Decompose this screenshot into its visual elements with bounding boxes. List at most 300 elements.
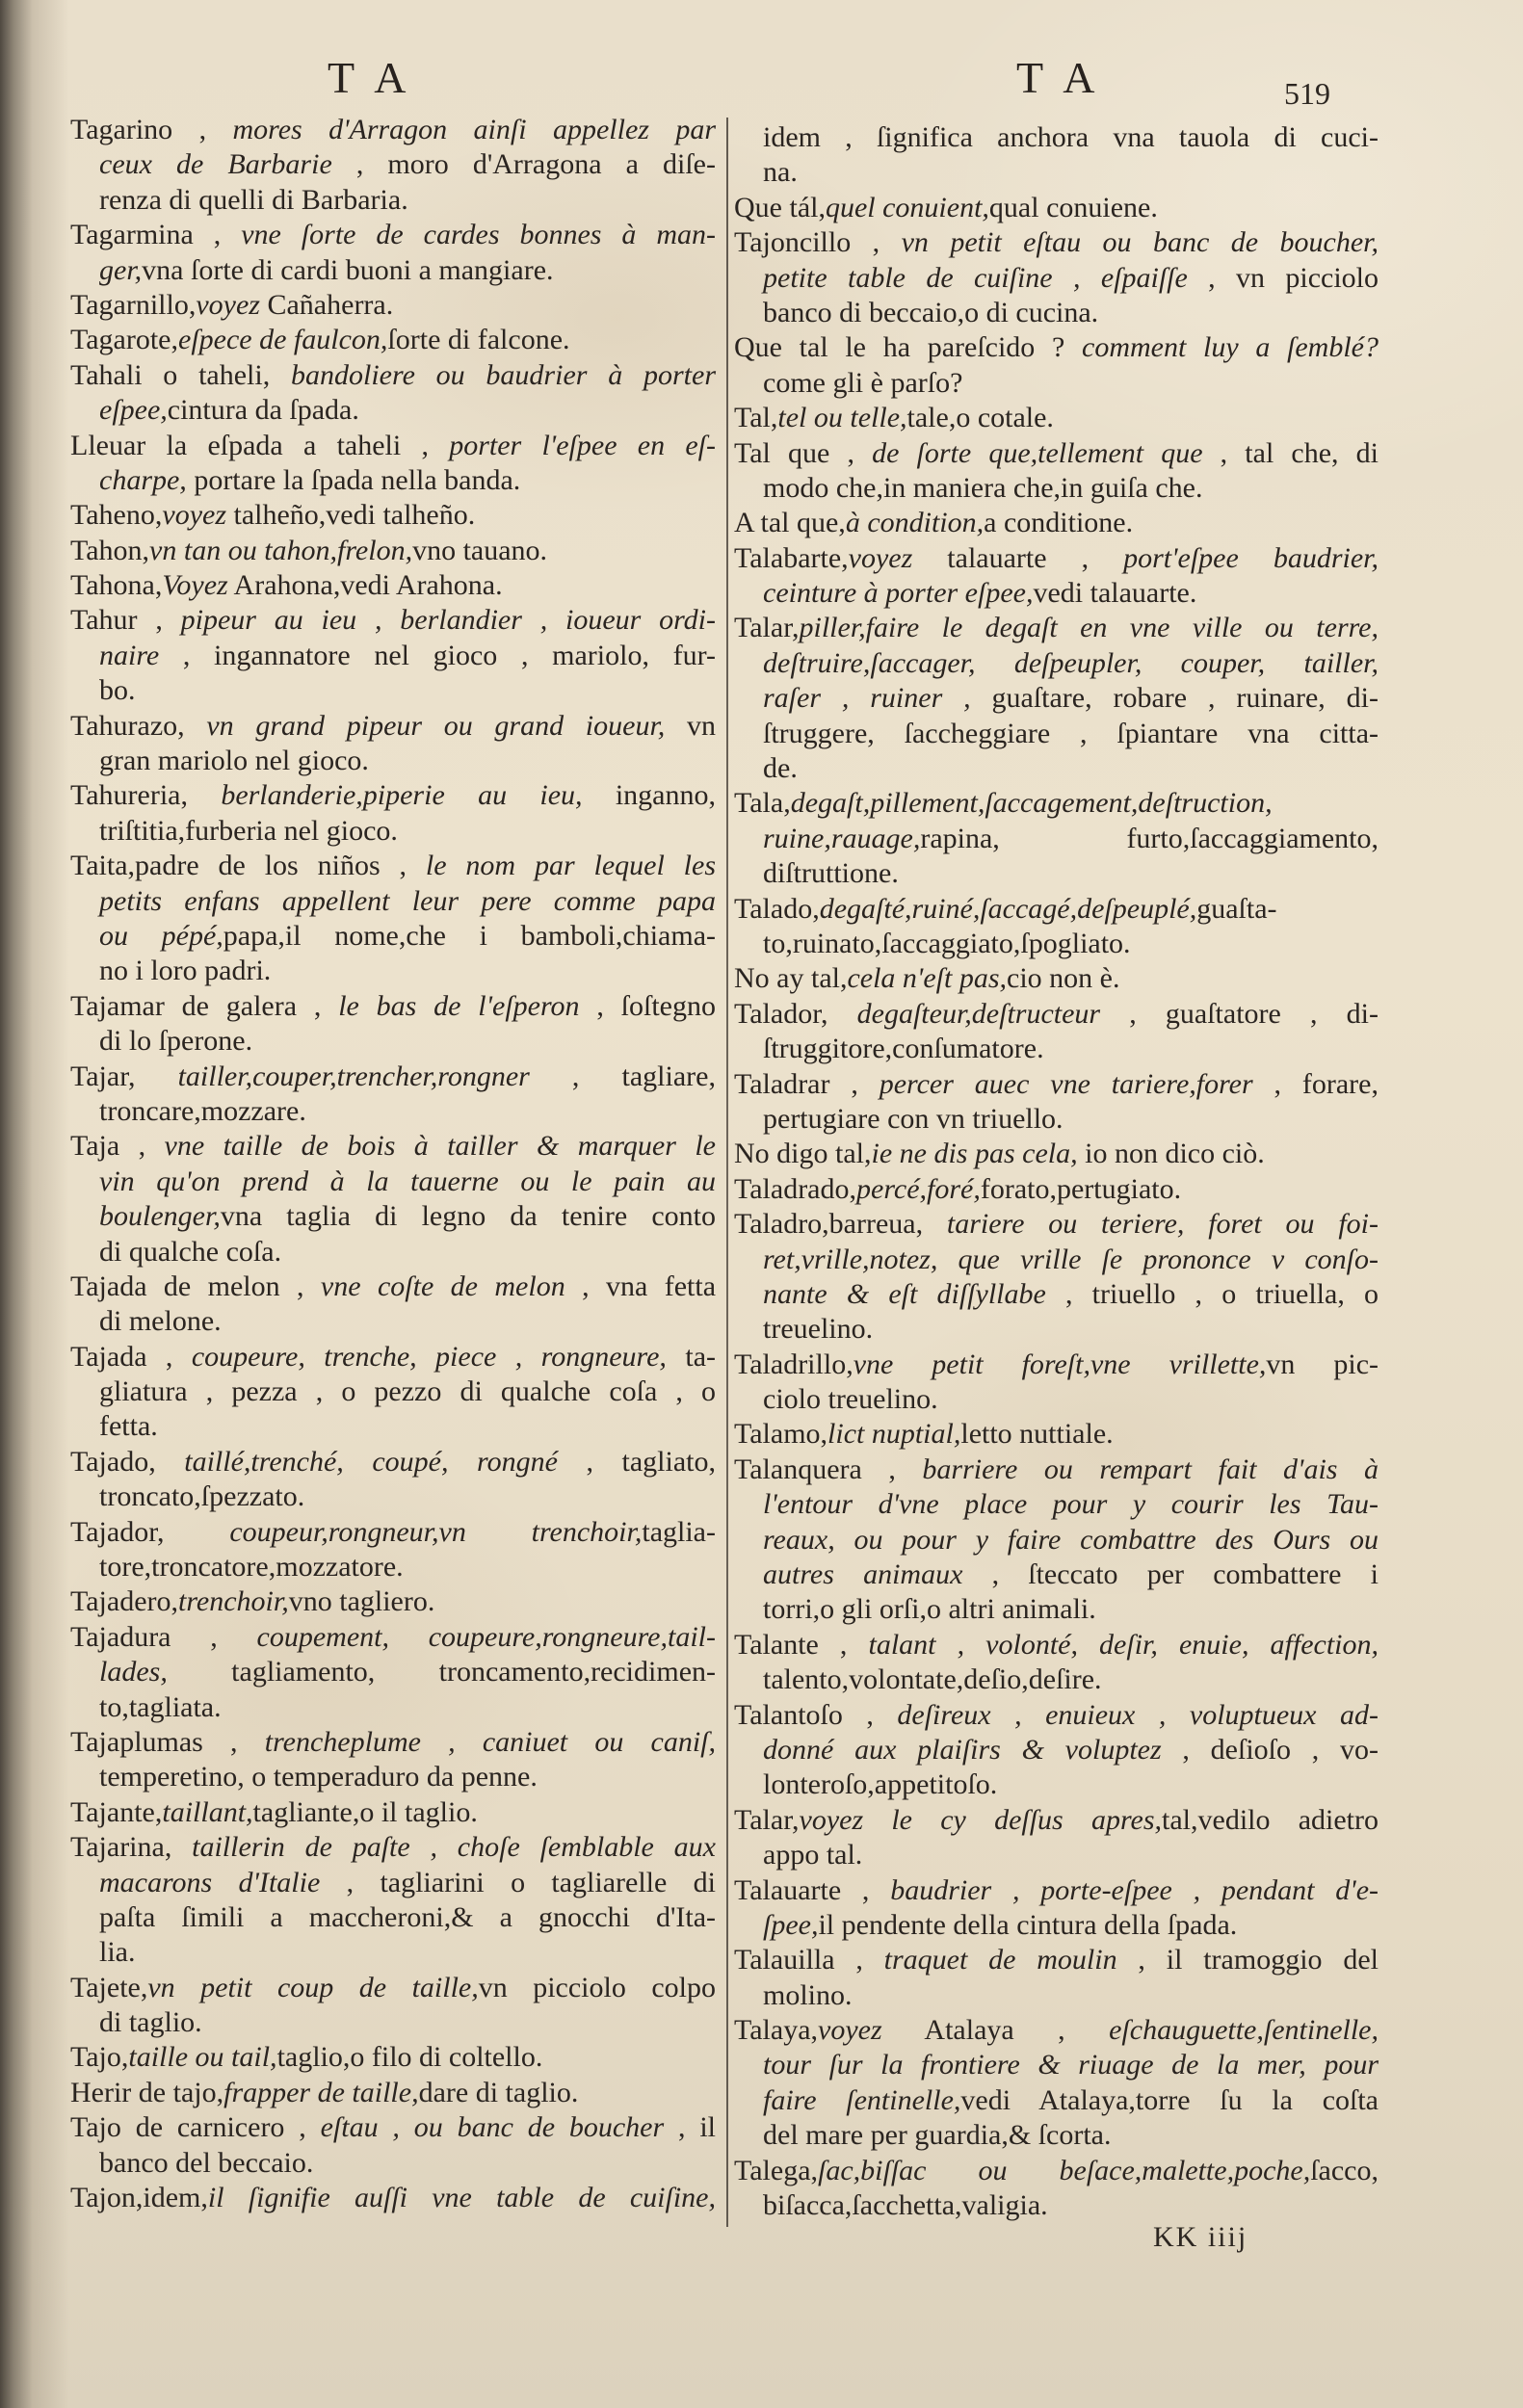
italic-text-run: vn petit coup de taille,	[147, 1971, 479, 2003]
roman-text-run: , vna fetta	[565, 1269, 717, 1302]
roman-text-run: taglio,o filo di coltello.	[276, 2041, 543, 2074]
entry-line	[70, 1409, 716, 1444]
italic-text-run: tel ou telle,	[777, 402, 907, 434]
roman-text-run: molino.	[763, 1978, 853, 2011]
entry-line	[734, 2048, 1379, 2082]
italic-text-run: vn petit eſtau ou banc de boucher,	[901, 226, 1379, 259]
roman-text-run: no i loro padri.	[99, 955, 272, 987]
entry-line	[70, 1060, 716, 1094]
dictionary-entry	[70, 429, 716, 499]
dictionary-entry	[734, 1803, 1379, 1873]
italic-text-run: ie ne dis pas cela,	[871, 1138, 1078, 1170]
roman-text-run: di melone.	[99, 1305, 222, 1338]
roman-text-run: taglia-	[642, 1515, 716, 1548]
roman-text-run: Taheno,	[70, 499, 163, 532]
italic-text-run: piller,faire le degaſt en vne ville ou terre,	[799, 612, 1379, 644]
italic-text-run: Voyez	[162, 569, 228, 602]
entry-line	[70, 673, 716, 708]
roman-text-run: Tagarmina ,	[70, 219, 242, 251]
entry-line	[734, 261, 1379, 296]
dictionary-entry	[734, 961, 1379, 996]
entry-line	[734, 961, 1379, 996]
italic-text-run: naire	[99, 639, 160, 671]
dictionary-entry	[734, 1067, 1379, 1138]
roman-text-run: to,tagliata.	[99, 1690, 222, 1723]
roman-text-run: ſacco,	[1310, 2154, 1379, 2186]
italic-text-run: charpe,	[99, 463, 187, 496]
entry-line	[734, 1382, 1379, 1417]
entry-line	[70, 1900, 716, 1935]
italic-text-run: taillerin de paſte , choſe ſemblable aux	[192, 1831, 716, 1864]
roman-text-run: Tajado,	[70, 1445, 185, 1478]
roman-text-run: banco di beccaio,o di cucina.	[763, 296, 1099, 328]
entry-line	[734, 1592, 1379, 1627]
dictionary-entry	[70, 989, 716, 1060]
entry-line	[70, 568, 716, 603]
entry-line	[70, 1935, 716, 1970]
italic-text-run: comment luy a ſemblé?	[1082, 331, 1379, 364]
italic-text-run: percé,foré,	[856, 1172, 981, 1205]
entry-line	[70, 1550, 716, 1584]
entry-line	[734, 1523, 1379, 1557]
italic-text-run: bandoliere ou baudrier à porter	[291, 358, 716, 391]
roman-text-run: , tagliarini o tagliarelle di	[320, 1866, 716, 1898]
entry-line	[70, 463, 716, 498]
italic-text-run: ger,	[99, 253, 143, 286]
entry-line	[70, 778, 716, 813]
italic-text-run: à condition,	[845, 507, 985, 539]
roman-text-run: Talega,	[734, 2154, 819, 2186]
roman-text-run: Tajo de carnicero ,	[70, 2111, 321, 2144]
roman-text-run: vedi talauarte.	[1033, 577, 1197, 610]
dictionary-entry	[70, 1445, 716, 1515]
roman-text-run: ciolo treuelino.	[763, 1383, 938, 1416]
italic-text-run: macarons d'Italie	[99, 1866, 321, 1898]
roman-text-run: de.	[763, 752, 798, 785]
entry-line	[734, 1172, 1379, 1207]
roman-text-run: Tajada ,	[70, 1340, 192, 1373]
entry-line	[70, 744, 716, 778]
roman-text-run: fetta.	[99, 1410, 158, 1443]
entry-line	[70, 1165, 716, 1199]
entry-line	[70, 849, 716, 883]
roman-text-run: di taglio.	[99, 2006, 202, 2039]
entry-line	[734, 1312, 1379, 1347]
italic-text-run: deſtruire,ſaccager, deſpeupler, couper, tailler,	[763, 646, 1379, 679]
entry-line	[734, 786, 1379, 821]
entry-line	[734, 822, 1379, 856]
italic-text-run: pipeur au ieu , berlandier , ioueur ordi-	[180, 604, 716, 637]
entry-line	[734, 1453, 1379, 1487]
entry-line	[734, 471, 1379, 506]
roman-text-run: appo tal.	[763, 1839, 863, 1871]
entry-line	[70, 1584, 716, 1619]
italic-text-run: vne coſte de melon	[320, 1269, 565, 1302]
roman-text-run: , il	[664, 2111, 717, 2144]
dictionary-entry	[70, 1620, 716, 1725]
entry-line	[70, 709, 716, 744]
roman-text-run: Talante ,	[734, 1628, 869, 1661]
italic-text-run: ceux de Barbarie	[99, 148, 332, 181]
entry-line	[734, 1908, 1379, 1943]
italic-text-run: talant , volonté, deſir, enuie, affection,	[868, 1628, 1379, 1661]
italic-text-run: eſpee,	[99, 394, 168, 427]
roman-text-run: , deſioſo , vo-	[1161, 1733, 1379, 1766]
roman-text-run: Talauilla ,	[734, 1944, 884, 1976]
italic-text-run: vin qu'on prend à la tauerne ou le pain au	[99, 1165, 716, 1197]
left-column	[70, 113, 716, 2215]
italic-text-run: taillant,	[162, 1795, 253, 1828]
dictionary-entry	[70, 323, 716, 357]
dictionary-entry	[734, 997, 1379, 1067]
italic-text-run: vne taille de bois à tailler & marquer le	[164, 1130, 716, 1163]
entry-line	[70, 814, 716, 849]
roman-text-run: , tagliare,	[529, 1060, 716, 1092]
italic-text-run: coupeure, trenche, piece , rongneure,	[191, 1340, 667, 1373]
entry-line	[734, 191, 1379, 225]
roman-text-run: treuelino.	[763, 1313, 874, 1346]
italic-text-run: autres animaux	[763, 1558, 963, 1591]
entry-line	[70, 919, 716, 954]
roman-text-run: di qualche coſa.	[99, 1235, 282, 1268]
roman-text-run: vna taglia di legno da tenire conto	[220, 1200, 716, 1233]
entry-line	[70, 498, 716, 533]
dictionary-entry	[734, 120, 1379, 191]
roman-text-run: portare la ſpada nella banda.	[186, 463, 521, 496]
entry-line	[734, 1243, 1379, 1277]
entry-line	[70, 1725, 716, 1760]
roman-text-run: Tahurazo,	[70, 709, 207, 742]
dictionary-entry	[70, 1515, 716, 1585]
dictionary-entry	[734, 1628, 1379, 1698]
roman-text-run: Tala,	[734, 787, 791, 820]
entry-line	[734, 1943, 1379, 1977]
entry-line	[734, 1803, 1379, 1838]
roman-text-run: bo.	[99, 674, 136, 707]
entry-line	[70, 1971, 716, 2005]
entry-line	[734, 155, 1379, 190]
entry-line	[734, 2154, 1379, 2188]
italic-text-run: petits enfans appellent leur pere comme papa	[99, 884, 716, 917]
roman-text-run: vedi Atalaya,torre ſu la coſta	[960, 2083, 1379, 2116]
dictionary-entry	[70, 534, 716, 568]
roman-text-run: Que tal le ha pareſcido ?	[734, 331, 1082, 364]
entry-line	[734, 1487, 1379, 1522]
italic-text-run: eſpece de faulcon,	[178, 324, 388, 356]
roman-text-run: vn picciolo colpo	[478, 1971, 716, 2003]
roman-text-run: ſtruggere, ſaccheggiare , ſpiantare vna citta-	[763, 717, 1379, 749]
entry-line	[734, 1032, 1379, 1066]
roman-text-run: idem , ſignifica anchora vna tauola di cuci-	[763, 121, 1379, 153]
italic-text-run: baudrier , porte-eſpee , pendant d'e-	[890, 1873, 1379, 1906]
roman-text-run: gran mariolo nel gioco.	[99, 745, 369, 777]
entry-line	[734, 1662, 1379, 1697]
entry-line	[734, 892, 1379, 927]
entry-line	[70, 1866, 716, 1900]
dictionary-entry	[70, 498, 716, 533]
entry-line	[70, 954, 716, 988]
roman-text-run: tal,vedilo adietro	[1162, 1803, 1379, 1836]
entry-line	[734, 541, 1379, 576]
italic-text-run: ceinture à porter eſpee,	[763, 577, 1034, 610]
entry-line	[70, 1129, 716, 1164]
entry-line	[734, 856, 1379, 891]
entry-line	[70, 147, 716, 182]
roman-text-run: cintura da ſpada.	[167, 394, 359, 427]
entry-line	[70, 884, 716, 919]
entry-line	[734, 1102, 1379, 1137]
roman-text-run: paſta ſimili a maccheroni,& a gnocchi d'Ita-	[99, 1900, 716, 1933]
page-number: 519	[1284, 76, 1330, 111]
roman-text-run: Talar,	[734, 1803, 800, 1836]
entry-line	[70, 1760, 716, 1794]
dictionary-entry	[70, 2181, 716, 2215]
roman-text-run: Talauarte ,	[734, 1873, 891, 1906]
entry-line	[734, 1698, 1379, 1733]
roman-text-run: Tahureria,	[70, 779, 222, 812]
roman-text-run: gliatura , pezza , o pezzo di qualche coſa , o	[99, 1375, 716, 1408]
right-column	[734, 120, 1379, 2223]
roman-text-run: , moro d'Arragona a diſe-	[331, 148, 716, 181]
roman-text-run: io non dico ciò.	[1077, 1138, 1265, 1170]
italic-text-run: vne petit foreſt,vne vrillette,	[853, 1348, 1267, 1380]
roman-text-run: to,ruinato,ſaccaggiato,ſpogliato.	[763, 927, 1131, 959]
dictionary-entry	[734, 1943, 1379, 2013]
dictionary-entry	[734, 1698, 1379, 1803]
entry-line	[70, 113, 716, 147]
dictionary-entry	[70, 1725, 716, 1795]
entry-line	[734, 1628, 1379, 1662]
dictionary-entry	[70, 113, 716, 218]
italic-text-run: voyez	[196, 288, 260, 321]
roman-text-run: ſorte di falcone.	[387, 324, 570, 356]
roman-text-run: na.	[763, 156, 798, 189]
roman-text-run: ſtruggitore,conſumatore.	[763, 1033, 1044, 1065]
entry-line	[70, 2110, 716, 2145]
roman-text-run: Taja ,	[70, 1130, 165, 1163]
roman-text-run: talauarte ,	[912, 541, 1124, 574]
roman-text-run: Talador,	[734, 997, 857, 1030]
italic-text-run: ſpee,	[763, 1908, 819, 1941]
dictionary-entry	[70, 849, 716, 989]
entry-line	[70, 2005, 716, 2040]
entry-line	[70, 2181, 716, 2215]
roman-text-run: pertugiare con vn triuello.	[763, 1102, 1063, 1135]
italic-text-run: de ſorte que,tellement que	[872, 436, 1203, 469]
italic-text-run: trenchoir,	[178, 1585, 289, 1618]
roman-text-run: Tagarote,	[70, 324, 179, 356]
dictionary-entry	[734, 506, 1379, 540]
roman-text-run: banco del beccaio.	[99, 2146, 314, 2179]
italic-text-run: berlanderie,piperie au ieu,	[221, 779, 583, 812]
roman-text-run: qual conuiene.	[988, 191, 1158, 223]
italic-text-run: eſtau , ou banc de boucher	[320, 2111, 665, 2144]
dictionary-entry	[734, 330, 1379, 401]
entry-line	[734, 1767, 1379, 1802]
italic-text-run: trencheplume , caniuet ou caniſ,	[264, 1725, 717, 1758]
entry-line	[734, 120, 1379, 155]
italic-text-run: reaux, ou pour y faire combattre des Ours ou	[763, 1523, 1379, 1556]
roman-text-run: tagliante,o il taglio.	[252, 1795, 478, 1828]
italic-text-run: percer auec vne tariere,forer	[879, 1067, 1253, 1100]
italic-text-run: voyez	[848, 541, 913, 574]
italic-text-run: vn tan ou tahon,frelon,	[149, 534, 413, 566]
roman-text-run: Tajaplumas ,	[70, 1725, 265, 1758]
italic-text-run: le bas de l'eſperon	[338, 989, 580, 1022]
roman-text-run: lia.	[99, 1936, 136, 1969]
roman-text-run: Tajon,idem,	[70, 2182, 208, 2214]
entry-line	[70, 323, 716, 357]
entry-line	[734, 436, 1379, 471]
italic-text-run: coupeur,rongneur,vn trenchoir,	[229, 1515, 643, 1548]
entry-line	[70, 1304, 716, 1339]
roman-text-run: Tajada de melon ,	[70, 1269, 321, 1302]
entry-line	[734, 646, 1379, 681]
roman-text-run: troncato,ſpezzato.	[99, 1480, 305, 1513]
dictionary-entry	[734, 1348, 1379, 1418]
roman-text-run: cio non è.	[1007, 962, 1120, 995]
entry-line	[734, 1978, 1379, 2013]
dictionary-entry	[734, 1453, 1379, 1628]
entry-line	[70, 1690, 716, 1725]
dictionary-entry	[734, 225, 1379, 330]
entry-line	[70, 183, 716, 218]
roman-text-run: tagliamento, troncamento,recidimen-	[167, 1656, 716, 1688]
entry-line	[70, 1479, 716, 1514]
italic-text-run: quel conuient,	[825, 191, 989, 223]
entry-line	[734, 717, 1379, 751]
dictionary-entry	[734, 1873, 1379, 1944]
dictionary-entry	[70, 603, 716, 708]
dictionary-entry	[70, 709, 716, 779]
entry-line	[70, 989, 716, 1024]
entry-line	[70, 1515, 716, 1550]
roman-text-run: troncare,mozzare.	[99, 1094, 306, 1127]
roman-text-run: Tagarnillo,	[70, 288, 197, 321]
italic-text-run: degaſteur,deſtructeur	[856, 997, 1101, 1030]
dictionary-entry	[70, 1269, 716, 1340]
italic-text-run: cela n'eſt pas,	[847, 962, 1008, 995]
roman-text-run: , forare,	[1252, 1067, 1379, 1100]
italic-text-run: lict nuptial,	[827, 1418, 961, 1451]
entry-line	[734, 506, 1379, 540]
dictionary-entry	[70, 1971, 716, 2041]
dictionary-entry	[734, 786, 1379, 891]
roman-text-run: letto nuttiale.	[960, 1418, 1114, 1451]
entry-line	[734, 1348, 1379, 1382]
roman-text-run: Tajamar de galera ,	[70, 989, 339, 1022]
entry-line	[734, 576, 1379, 611]
roman-text-run: talento,volontate,deſio,deſire.	[763, 1663, 1102, 1696]
roman-text-run: Taladrillo,	[734, 1348, 853, 1380]
roman-text-run: Tahur ,	[70, 604, 181, 637]
roman-text-run: Tahona,	[70, 569, 163, 602]
dictionary-entry	[70, 1340, 716, 1445]
dictionary-entry	[734, 401, 1379, 435]
italic-text-run: petite table de cuiſine , eſpaiſſe	[763, 261, 1188, 294]
roman-text-run: il pendente della cintura della ſpada.	[818, 1908, 1238, 1941]
roman-text-run: Tahon,	[70, 534, 150, 566]
entry-line	[70, 1655, 716, 1689]
dictionary-entry	[70, 2076, 716, 2110]
italic-text-run: degaſt,pillement,ſaccagement,deſtruction,	[790, 787, 1273, 820]
entry-line	[70, 1374, 716, 1409]
roman-text-run: Talamo,	[734, 1418, 828, 1451]
roman-text-run: vna ſorte di cardi buoni a mangiare.	[142, 253, 554, 286]
roman-text-run: rapina, furto,ſaccaggiamento,	[920, 822, 1379, 854]
dictionary-entry	[70, 1060, 716, 1130]
roman-text-run: triſtitia,furberia nel gioco.	[99, 814, 398, 847]
italic-text-run: raſer , ruiner ,	[763, 682, 971, 715]
entry-line	[734, 1067, 1379, 1102]
entry-line	[734, 2118, 1379, 2153]
entry-line	[734, 296, 1379, 330]
italic-text-run: taille ou tail,	[128, 2041, 277, 2074]
roman-text-run: tore,troncatore,mozzatore.	[99, 1551, 404, 1584]
dictionary-entry	[734, 1172, 1379, 1207]
entry-line	[70, 2040, 716, 2075]
italic-text-run: lades,	[99, 1656, 168, 1688]
italic-text-run: tariere ou teriere, foret ou foi-	[946, 1208, 1379, 1241]
entry-line	[70, 2146, 716, 2181]
roman-text-run: , tagliato,	[557, 1445, 716, 1478]
italic-text-run: deſireux , enuieux , voluptueux ad-	[897, 1698, 1379, 1731]
roman-text-run: vno tagliero.	[288, 1585, 435, 1618]
roman-text-run: Que tál,	[734, 191, 826, 223]
entry-line	[734, 611, 1379, 645]
roman-text-run: come gli è parſo?	[763, 366, 963, 399]
roman-text-run: Talado,	[734, 892, 820, 925]
italic-text-run: coupement, coupeure,rongneure,tail-	[256, 1620, 716, 1653]
italic-text-run: degaſté,ruiné,ſaccagé,deſpeuplé,	[819, 892, 1197, 925]
italic-text-run: ſac,biſſac ou beſace,malette,poche,	[818, 2154, 1311, 2186]
entry-line	[70, 639, 716, 673]
roman-text-run: lonteroſo,appetitoſo.	[763, 1768, 998, 1801]
entry-line	[70, 1269, 716, 1304]
running-head-left: T A	[328, 53, 412, 102]
dictionary-entry	[734, 2013, 1379, 2154]
roman-text-run: ta-	[666, 1340, 716, 1373]
entry-line	[70, 253, 716, 288]
entry-line	[734, 927, 1379, 961]
roman-text-run: inganno,	[582, 779, 716, 812]
entry-line	[70, 1830, 716, 1865]
roman-text-run: Talaya,	[734, 2014, 819, 2047]
italic-text-run: ruine,rauage,	[763, 822, 921, 854]
italic-text-run: frapper de taille,	[223, 2076, 419, 2108]
italic-text-run: l'entour d'vne place pour y courir les Tau-	[763, 1488, 1379, 1521]
dictionary-entry	[734, 611, 1379, 786]
roman-text-run: forato,pertugiato.	[980, 1172, 1182, 1205]
roman-text-run: Atalaya ,	[881, 2014, 1110, 2047]
roman-text-run: del mare per guardia,& ſcorta.	[763, 2119, 1112, 2152]
roman-text-run: a conditione.	[984, 507, 1134, 539]
italic-text-run: mores d'Arragon ainſi appellez par	[232, 114, 716, 145]
roman-text-run: Tajete,	[70, 1971, 148, 2003]
roman-text-run: vno tauano.	[412, 534, 548, 566]
roman-text-run: Tajadero,	[70, 1585, 179, 1618]
italic-text-run: ou pépé,	[99, 919, 223, 952]
roman-text-run: Tajo,	[70, 2041, 129, 2074]
roman-text-run: , tal che, di	[1202, 436, 1379, 469]
entry-line	[70, 2076, 716, 2110]
italic-text-run: tailler,couper,trencher,rongner	[177, 1060, 530, 1092]
italic-text-run: voyez	[818, 2014, 882, 2047]
roman-text-run: biſacca,ſacchetta,valigia.	[763, 2189, 1048, 2222]
italic-text-run: tour ſur la frontiere & riuage de la mer, pour	[763, 2049, 1379, 2081]
entry-line	[734, 2083, 1379, 2118]
roman-text-run: modo che,in maniera che,in guiſa che.	[763, 471, 1203, 504]
